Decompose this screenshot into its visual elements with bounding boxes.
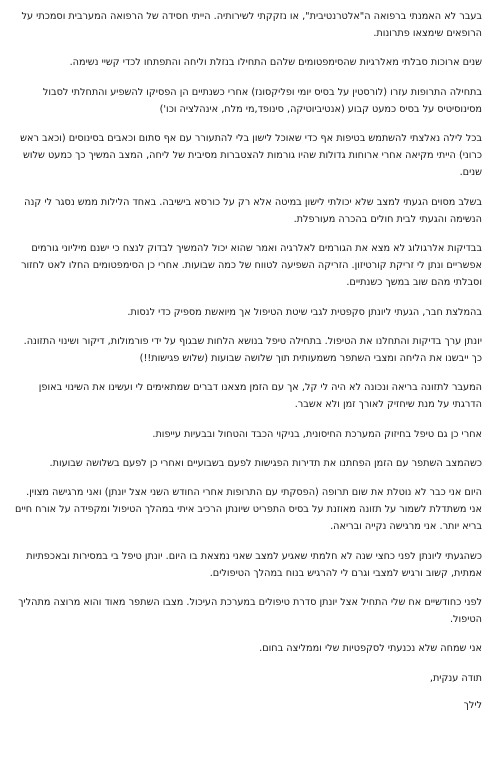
paragraph-14: לפני כחודשיים אח שלי התחיל אצל יונתן סדרת טיפולים במערכת העיכול. מצבו השתפר מאוד והוא מרוצה מתהליך הטיפול.: [18, 597, 482, 626]
paragraph-5: בשלב מסוים הגעתי למצב שלא יכולתי לישון במיטה אלא רק על כורסא בישיבה. באחד הלילות ממש נסגר לי קנה הנשימה והגעתי לבית חולים בהכרה מעורפלת.: [24, 196, 482, 225]
paragraph-8: יונתן ערך בדיקות והתחלנו את הטיפול. בתחילה טיפל בנושא הלחות שבגוף על ידי פורמולות, דיקור ושינוי התזונה. כך ייבשנו את הליחה ומצבי השתפר משמעותית תוך שלושה שבועות (שלוש פגישות!!): [23, 335, 482, 365]
signoff: תודה ענקית,: [429, 672, 482, 684]
paragraph-13: כשהגעתי ליונתן לפני כחצי שנה לא חלמתי שאגיע למצב שאני נמצאת בו היום. יונתן טיפל בי במסירות ובאכפתיות אמתית, קשוב ורגיש למצבי וגרם לי להרגיש בנוח במהלך הטיפולים.: [26, 550, 482, 579]
paragraph-9: המעבר לתזונה בריאה ונכונה לא היה לי קל, אך עם הזמן מצאנו דברים שמתאימים לי ועשינו את השינוי באופן הדרגתי על מנת שיחזיק לאורך זמן ולא אשבר.: [38, 382, 482, 411]
paragraph-2: שנים ארוכות סבלתי מאלרגיות שהסימפטומים שלהם התחילו בנזלת וליחה והתפתחו לכדי קשיי נשימה.: [69, 57, 482, 69]
paragraph-4: בכל לילה נאלצתי להשתמש בטיפות אף כדי שאוכל לישון בלי להתעורר עם אף סתום וכאבים בסינוסים (וכאב ראש כרוני) הייתי מקיאה אחרי ארוחות גדולות שהיו גורמות להצטברות מסיבית של ליחה, המצב המשיך כך כמעט שלוש שנים.: [20, 133, 482, 179]
paragraph-1: בעבר לא האמנתי ברפואה ה"אלטרנטיבית", או נזקקתי לשירותיה. הייתי חסידה של הרפואה המערבית וסמכתי על הרופאים שימצאו פתרונות.: [21, 11, 482, 40]
paragraph-15: אני שמחה שלא נכנעתי לסקפטיות שלי וממליצה בחום.: [259, 643, 482, 655]
paragraph-10: אחרי כן גם טיפל בחיזוק המערכת החיסונית, בניקוי הכבד והטחול ובבעיות עייפות.: [152, 428, 482, 440]
paragraph-3: בתחילה התרופות עזרו (לורסטין על בסיס יומי ופליקסונז) אחרי כשנתיים הן הפסיקו להשפיע והתחלתי לסבול מסינוסיטיס על בסיס כמעט קבוע (אנטיביוטיקה, סינופד,מי מלח, אינהלציה וכו'): [42, 86, 482, 115]
paragraph-11: כשהמצב השתפר עם הזמן הפחתנו את תדירות הפגישות לפעם בשבועיים ואחרי כן לפעם בשלושה שבועות.: [49, 457, 482, 469]
paragraph-6: בבדיקות אלרגולוג לא מצא את הגורמים לאלרגיה ואמר שהוא יכול להמשיך לבדוק לנצח כי ישנם מיליוני גורמים אפשריים ונתן לי זריקת קורטיזון. הזריקה השפיעה לטווח של כמה שבועות. אחרי כן הסימפטומים החלו לאט לחזור וסבלתי מהם שוב במשך כשנתיים.: [21, 243, 482, 289]
signature-name: לילך: [463, 699, 482, 711]
paragraph-7: בהמלצת חבר, הגעתי ליונתן סקפטית לגבי שיטת הטיפול אך מיואשת מספיק כדי לנסות.: [127, 306, 482, 318]
paragraph-12: היום אני כבר לא נוטלת את שום תרופה (הפסקתי עם התרופות אחרי החודש השני אצל יונתן) ואני מרגישה מצוין. אני משתדלת לשמור על תזונה מאוזנת על בסיס התפריט שיונתן הרכיב איתי במהלך הטיפול ומקפידה על אורח חיים בריא יותר. אני מרגישה נקייה ובריאה.: [14, 487, 482, 533]
